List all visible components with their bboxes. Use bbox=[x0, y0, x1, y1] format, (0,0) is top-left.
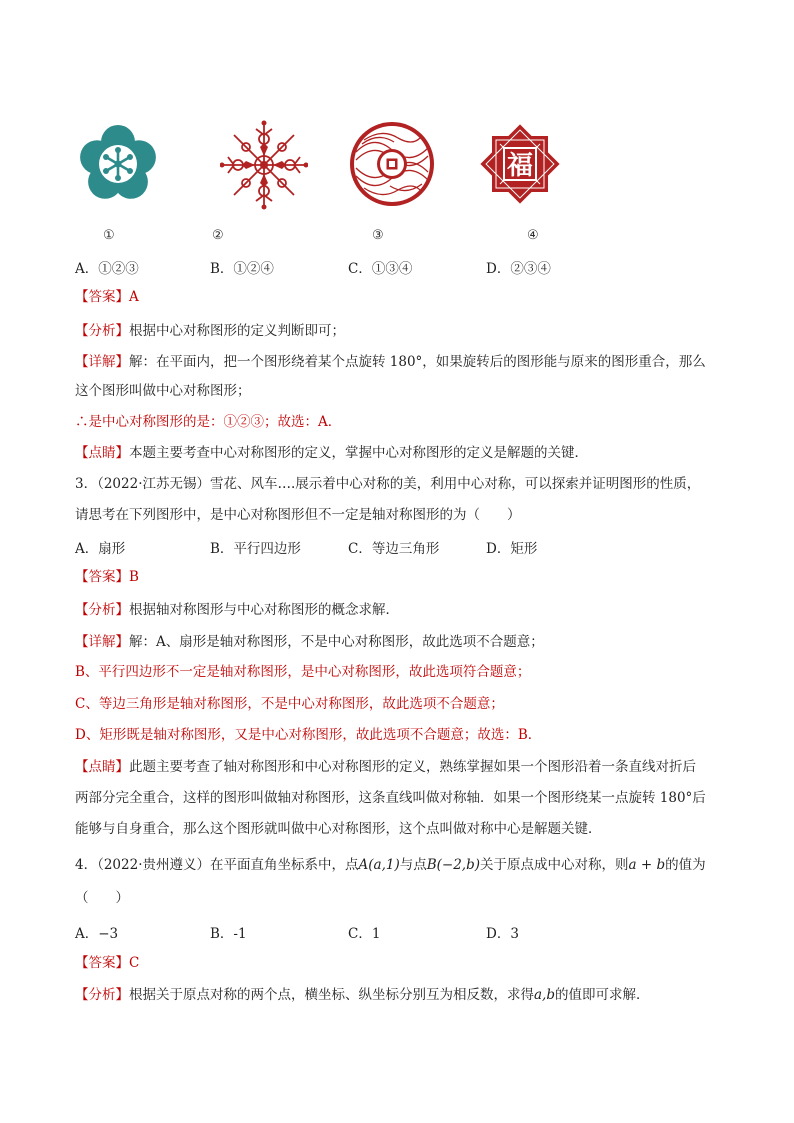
q3-option-d: D．矩形 bbox=[486, 541, 538, 557]
q3-answer: 【答案】B bbox=[75, 569, 139, 585]
snowflake-ornament-figure bbox=[220, 120, 308, 210]
q3-analysis: 【分析】根据轴对称图形与中心对称图形的概念求解． bbox=[75, 602, 399, 618]
q2-conclusion: ∴是中心对称图形的是：①②③；故选：A． bbox=[75, 414, 342, 430]
q3-comment-line-1: 【点睛】此题主要考查了轴对称图形和中心对称图形的定义，熟练掌握如果一个图形沿着一条直线对折后 bbox=[75, 759, 696, 775]
q3-stem-line-1: 3．（2022·江苏无锡）雪花、风车….展示着中心对称的美，利用中心对称，可以探索并证明图形的性质， bbox=[75, 476, 701, 492]
q4-stem-line-2: （ ） bbox=[75, 890, 129, 906]
q3-detail-line-4: D、矩形既是轴对称图形，又是中心对称图形，故此选项不合题意；故选：B． bbox=[75, 727, 542, 743]
q3-detail-line-3: C、等边三角形是轴对称图形，不是中心对称图形，故此选项不合题意； bbox=[75, 696, 504, 712]
q2-option-a: A．①②③ bbox=[75, 261, 139, 277]
q2-detail-line-1: 【详解】解：在平面内，把一个图形绕着某个点旋转 180°，如果旋转后的图形能与原来的图形重合，那么 bbox=[75, 354, 706, 370]
q2-detail-line-2: 这个图形叫做中心对称图形； bbox=[75, 383, 251, 399]
q2-comment: 【点睛】本题主要考查中心对称图形的定义，掌握中心对称图形的定义是解题的关键． bbox=[75, 445, 588, 461]
fu-papercut-figure bbox=[478, 122, 562, 206]
q2-answer: 【答案】A bbox=[75, 289, 139, 305]
svg-text:福: 福 bbox=[506, 151, 534, 181]
figures-row bbox=[0, 112, 794, 252]
q2-option-c: C．①③④ bbox=[348, 261, 413, 277]
q4-analysis: 【分析】根据关于原点对称的两个点，横坐标、纵坐标分别互为相反数，求得a,b的值即可求解． bbox=[75, 987, 650, 1003]
q3-detail-line-2: B、平行四边形不一定是轴对称图形，是中心对称图形，故此选项符合题意； bbox=[75, 664, 531, 680]
figure-label-2: ② bbox=[212, 228, 224, 243]
figure-label-1: ① bbox=[103, 228, 115, 243]
q4-answer: 【答案】C bbox=[75, 955, 140, 971]
q3-stem-line-2: 请思考在下列图形中，是中心对称图形但不一定是轴对称图形的为（ ） bbox=[75, 507, 521, 523]
q4-stem-line-1: 4．（2022·贵州遵义）在平面直角坐标系中，点A(a,1)与点B(−2,b)关于原点成中心对称，则a + b的值为 bbox=[75, 857, 706, 873]
q3-option-c: C．等边三角形 bbox=[348, 541, 440, 557]
q3-detail-line-1: 【详解】解：A、扇形是轴对称图形，不是中心对称图形，故此选项不合题意； bbox=[75, 634, 544, 650]
plum-blossom-figure bbox=[76, 122, 160, 206]
q3-option-a: A．扇形 bbox=[75, 541, 126, 557]
q3-comment-line-2: 两部分完全重合，这样的图形叫做轴对称图形，这条直线叫做对称轴．如果一个图形绕某一点旋转 180°后 bbox=[75, 790, 706, 806]
q4-option-b: B．-1 bbox=[210, 926, 247, 942]
figure-label-3: ③ bbox=[372, 228, 384, 243]
q2-analysis: 【分析】根据中心对称图形的定义判断即可； bbox=[75, 323, 345, 339]
q3-comment-line-3: 能够与自身重合，那么这个图形就叫做中心对称图形，这个点叫做对称中心是解题关键． bbox=[75, 821, 602, 837]
q4-option-d: D．3 bbox=[486, 926, 519, 942]
q2-option-b: B．①②④ bbox=[210, 261, 274, 277]
figure-label-4: ④ bbox=[527, 228, 539, 243]
q2-option-d: D．②③④ bbox=[486, 261, 551, 277]
q4-option-c: C．1 bbox=[348, 926, 381, 942]
q3-option-b: B．平行四边形 bbox=[210, 541, 301, 557]
round-wave-pattern-figure bbox=[348, 120, 436, 208]
q4-option-a: A．−3 bbox=[75, 926, 119, 942]
